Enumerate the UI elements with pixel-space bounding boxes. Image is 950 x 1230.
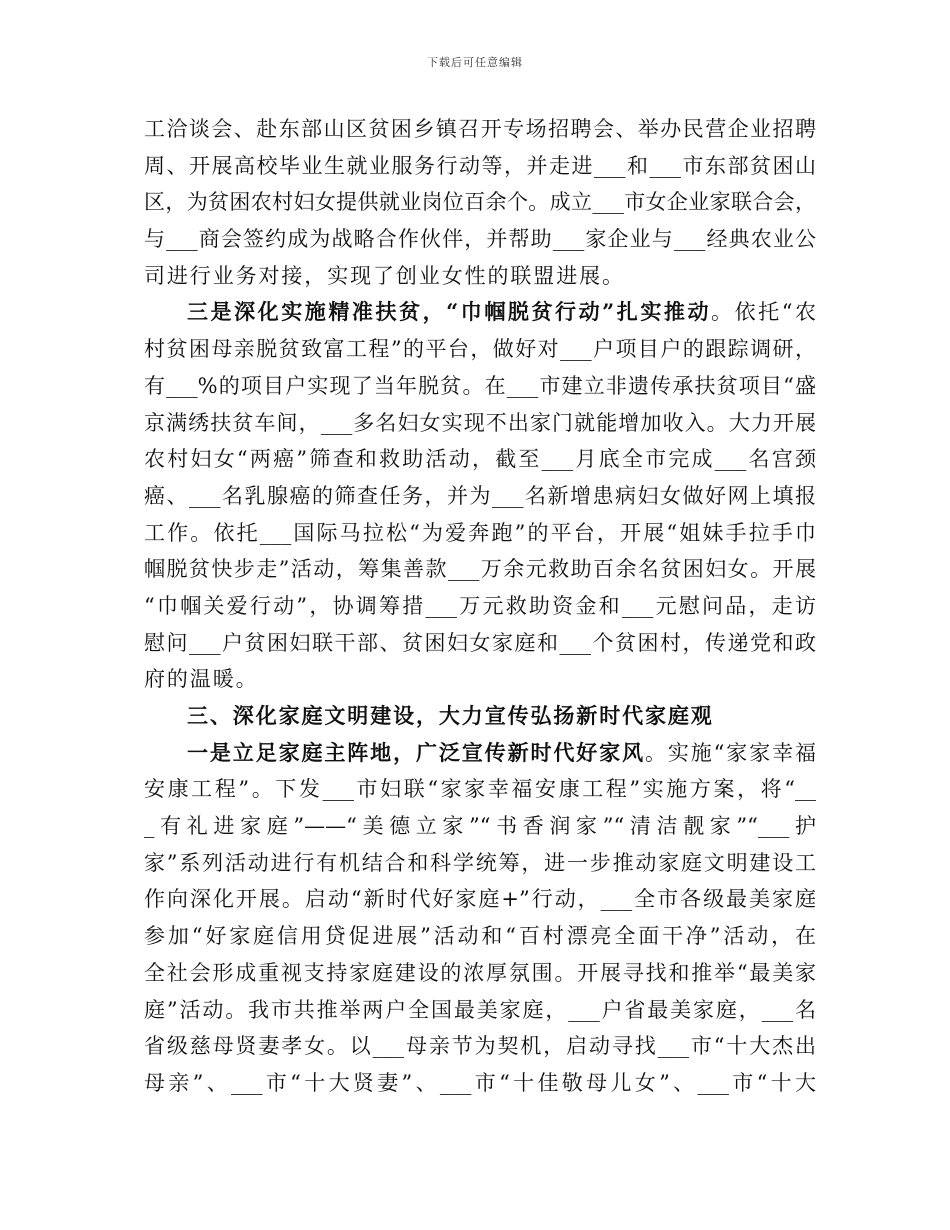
body-text: 司进行业务对接，实现了创业女性的联盟进展。 — [144, 263, 625, 288]
body-text: 农村妇女“两癌”筛查和救助活动，截至___月底全市完成___名宫颈 — [144, 447, 816, 472]
text-line — [144, 111, 816, 148]
body-text: 与___商会签约成为战略合作伙伴，并帮助___家企业与___经典农业公 — [144, 227, 816, 252]
text-line — [144, 294, 816, 331]
text-line — [144, 918, 816, 955]
text-line — [144, 258, 816, 295]
body-text: 府的温暖。 — [144, 667, 259, 692]
body-text: 作向深化开展。启动“新时代好家庭+”行动，___全市各级最美家庭 — [144, 887, 816, 912]
text-line — [144, 441, 816, 478]
text-line — [144, 588, 816, 625]
text-line — [144, 515, 816, 552]
text-line — [144, 771, 816, 808]
page-header: 下载后可任意编辑 — [427, 56, 523, 69]
body-text: 母亲”、___市“十大贤妻”、___市“十佳敬母儿女”、___市“十大 — [144, 1070, 816, 1095]
text-line — [144, 845, 816, 882]
body-text: _有礼进家庭”——“美德立家”“书香润家”“清洁靓家”“___护 — [144, 814, 816, 839]
body-text: 癌、___名乳腺癌的筛查任务，并为___名新增患病妇女做好网上填报 — [144, 483, 816, 508]
text-line — [144, 184, 816, 221]
text-line — [144, 881, 816, 918]
body-text: 有___%的项目户实现了当年脱贫。在___市建立非遗传承扶贫项目“盛 — [144, 373, 817, 398]
body-text: 家”系列活动进行有机结合和科学统筹，进一步推动家庭文明建设工 — [144, 850, 816, 875]
body-text: 安康工程”。下发___市妇联“家家幸福安康工程”实施方案，将“__ — [144, 777, 816, 802]
body-text: 庭”活动。我市共推举两户全国最美家庭，___户省最美家庭，___名 — [144, 997, 816, 1022]
body-text: 慰问___户贫困妇联干部、贫困妇女家庭和___个贫困村，传递党和政 — [144, 630, 816, 655]
text-line — [144, 661, 816, 698]
text-line — [144, 148, 816, 185]
body-text: 区，为贫困农村妇女提供就业岗位百余个。成立___市女企业家联合会， — [144, 190, 816, 215]
text-line — [144, 992, 816, 1029]
text-line — [144, 221, 816, 258]
body-text: 省级慈母贤妻孝女。以___母亲节为契机，启动寻找___市“十大杰出 — [144, 1034, 816, 1059]
text-line — [144, 955, 816, 992]
body-text: 帼脱贫快步走”活动，筹集善款___万余元救助百余名贫困妇女。开展 — [144, 557, 816, 582]
body-text: 参加“好家庭信用贷促进展”活动和“百村漂亮全面干净”活动，在 — [144, 924, 816, 949]
body-text: 村贫困母亲脱贫致富工程”的平台，做好对___户项目户的跟踪调研， — [144, 337, 816, 362]
text-line — [144, 1028, 816, 1065]
body-text: “巾帼关爱行动”，协调筹措___万元救助资金和___元慰问品，走访 — [144, 593, 816, 618]
body-text: 。实施“家家幸福 — [644, 740, 816, 765]
bold-text: 三是深化实施精准扶贫，“巾帼脱贫行动”扎实推动 — [187, 299, 712, 325]
bold-text: 一是立足家庭主阵地，广泛宣传新时代好家风 — [187, 739, 645, 765]
body-text: 京满绣扶贫车间，___多名妇女实现不出家门就能增加收入。大力开展 — [144, 410, 816, 435]
text-line — [144, 808, 816, 845]
text-line — [144, 1065, 816, 1102]
body-text: 全社会形成重视支持家庭建设的浓厚氛围。开展寻找和推举“最美家 — [144, 960, 816, 985]
bold-text: 三、深化家庭文明建设，大力宣传弘扬新时代家庭观 — [187, 703, 714, 728]
text-line — [144, 368, 816, 405]
text-line — [144, 478, 816, 515]
text-line — [144, 551, 816, 588]
text-line — [144, 698, 816, 735]
body-text: 工洽谈会、赴东部山区贫困乡镇召开专场招聘会、举办民营企业招聘 — [144, 117, 816, 141]
document-body — [144, 111, 816, 1102]
text-line — [144, 405, 816, 442]
text-line — [144, 331, 816, 368]
body-text: 周、开展高校毕业生就业服务行动等，并走进___和___市东部贫困山 — [144, 153, 816, 178]
text-line — [144, 735, 816, 772]
text-line — [144, 625, 816, 662]
body-text: 。依托“农 — [711, 300, 816, 325]
body-text: 工作。依托___国际马拉松“为爱奔跑”的平台，开展“姐妹手拉手巾 — [144, 520, 816, 545]
